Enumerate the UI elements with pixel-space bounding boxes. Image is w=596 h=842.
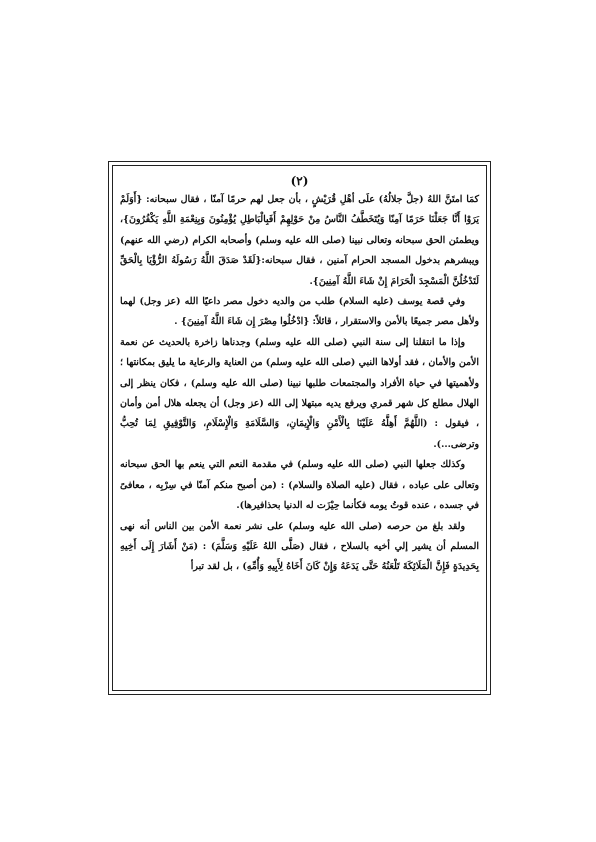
- paragraph-1: كمَا امتَنَّ اللهُ (جلَّ جلالُهُ) علَى أهْلِ قُرَيْشٍ ، بأن جعل لهم حرمًا آمنًا ، فقال سبحانه: {أَوَلَمْ يَرَوْا أَنَّا جَعَلْنَا حَرَمًا آمِنًا وَيُتَخَطَّفُ النَّاسُ مِنْ حَوْلِهِمْ أَفَبِالْبَاطِلِ يُؤْمِنُونَ وَبِنِعْمَةِ اللَّهِ يَكْفُرُونَ}، ويطمئن الحق سبحانه وتعالى نبينا (صلى الله عليه وسلم) وأصحابه الكرام (رضي الله عنهم) ويبشرهم بدخول المسجد الحرام آمنين ، فقال سبحانه:{لَقَدْ صَدَقَ اللَّهُ رَسُولَهُ الرُّؤْيَا بِالْحَقِّ لَتَدْخُلُنَّ الْمَسْجِدَ الْحَرَامَ إِنْ شَاءَ اللَّهُ آمِنِينَ}.: [120, 194, 479, 287]
- paragraph-4: وكذلك جعلها النبي (صلى الله عليه وسلم) في مقدمة النعم التي ينعم بها الحق سبحانه وتعالى على عباده ، فقال (عليه الصلاة والسلام) : (من أصبح منكم آمنًا في سِرْبِه ، معافىً في جسده ، عنده قوتُ يومه فكأنما حِيْزَت له الدنيا بحذافيرها).: [120, 459, 479, 512]
- paragraph-2: وفي قصة يوسف (عليه السلام) طلب من والديه دخول مصر داعيًا الله (عز وجل) لهما ولأهل مصر جميعًا بالأمن والاستقرار ، قائلاً: {ادْخُلُوا مِصْرَ إِن شَاءَ اللَّهُ آمِنِينَ} .: [120, 296, 479, 328]
- page-number: (٢): [290, 174, 309, 188]
- body-text: [120, 190, 479, 578]
- page-frame: [112, 165, 487, 691]
- paragraph-5: ولقد بلغ من حرصه (صلى الله عليه وسلم) على نشر نعمة الأمن بين الناس أنه نهى المسلم أن يشير إلي أخيه بالسلاح ، فقال (صَلَّى اللهُ عَلَيْهِ وَسَلَّمَ) : (مَنْ أَشَارَ إِلَى أَخِيهِ بِحَدِيدَةٍ فَإِنَّ الْمَلَائِكَةَ تَلْعَنُهُ حَتَّى يَدَعَهُ وَإِنْ كَانَ أَخَاهُ لِأَبِيهِ وَأُمِّهِ) ، بل لقد تبرأ: [120, 520, 479, 573]
- paragraph-3: وإذا ما انتقلنا إلى سنة النبي (صلى الله عليه وسلم) وجدناها زاخرة بالحديث عن نعمة الأمن والأمان ، فقد أولاها النبي (صلى الله عليه وسلم) من العناية والرعاية ما يليق بمكانتها ؛ ولأهميتها في حياة الأفراد والمجتمعات طلبها نبينا (صلى الله عليه وسلم) ، فكان ينظر إلى الهلال مطلع كل شهر قمري ويرفع يديه مبتهلا إلى الله (عز وجل) أن يجعله هلال أمن وأمان ، فيقول : (اللَّهُمَّ أَهِلَّهُ عَلَيْنَا بِالْأَمْنِ وَالْإِيمَانِ، وَالسَّلَامَةِ وَالْإِسْلَامِ، وَالتَّوْفِيقِ لِمَا تُحِبُّ وترضى...).: [120, 336, 479, 450]
